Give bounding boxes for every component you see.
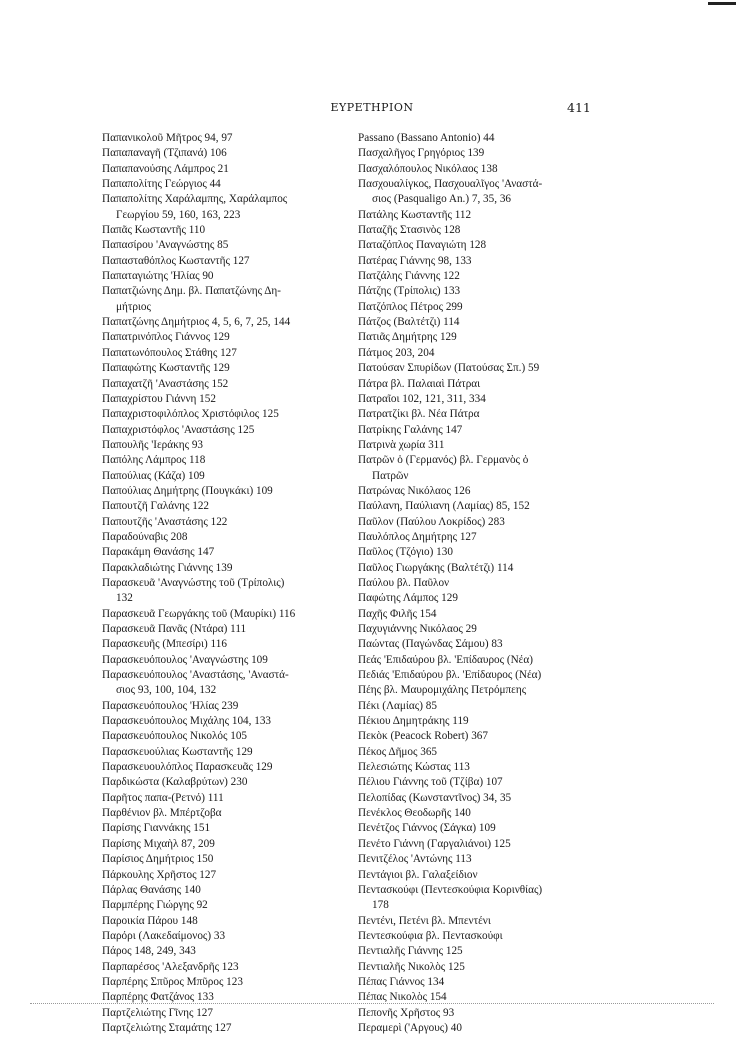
index-entry: Πάτζης (Τρίπολις) 133 <box>358 285 461 298</box>
index-entry: Παρπέρης Φατζάνος 133 <box>102 991 214 1004</box>
index-entry: Παταζῆς Στασινὸς 128 <box>358 224 461 237</box>
index-entry: Παρθένιον βλ. Μπέρτζοβα <box>102 807 222 820</box>
index-entry: Παρακλαδιώτης Γιάννης 139 <box>102 561 233 574</box>
index-entry: Παρασκευᾶ Πανᾶς (Ντάρα) 111 <box>102 623 247 635</box>
index-entry: Παπανικολοῦ Μῆτρος 94, 97 <box>102 132 233 144</box>
index-entry: Παροικία Πάρου 148 <box>102 914 198 927</box>
index-entry: Παπαχρίστου Γιάννη 152 <box>102 392 216 405</box>
index-entry: Πατρῶν ὁ (Γερμανός) βλ. Γερμανὸς ὁ <box>358 454 529 467</box>
index-entry: Πενέκλος Θεοδωρῆς 140 <box>358 807 471 820</box>
index-entry: Παπαχριστοφιλόπλος Χριστόφιλος 125 <box>102 408 279 421</box>
index-entry: Παρασκευόπουλος 'Αναστάσης, 'Αναστά- <box>102 669 289 682</box>
index-entry: Περαμερὶ ('Αργους) 40 <box>358 1021 462 1034</box>
index-entry: Παχῆς Φιλῆς 154 <box>358 607 437 620</box>
index-entry: Πενέτο Γιάννη (Γαργαλιάνοι) 125 <box>358 837 511 850</box>
index-entry: Παπατρινόπλος Γιάννος 129 <box>102 331 230 344</box>
index-entry: Πεντιαλῆς Νικολὸς 125 <box>358 960 465 973</box>
index-entry: Παρασκευόπουλος 'Ηλίας 239 <box>102 699 239 712</box>
index-entry: 132 <box>116 592 133 605</box>
index-entry: Παπᾶς Κωσταντῆς 110 <box>102 224 206 237</box>
index-entry: Παπατζώνης Δημήτριος 4, 5, 6, 7, 25, 144 <box>102 316 291 329</box>
index-entry: Πατρίκης Γαλάνης 147 <box>358 423 463 436</box>
index-entry: Παυλόπλος Δημήτρης 127 <box>358 530 477 543</box>
index-entry: Παπουλῆς 'Ιεράκης 93 <box>102 438 204 451</box>
index-entry: Παρτζελιώτης Σταμάτης 127 <box>102 1021 232 1034</box>
index-entry: Παρπέρης Σπῦρος Μπῦρος 123 <box>102 975 243 988</box>
corner-scan-mark <box>708 2 736 5</box>
index-entry: Πεντάγιοι βλ. Γαλαξείδιον <box>358 868 478 881</box>
index-entry: Παρτζελιώτης Γῖνης 127 <box>102 1006 213 1019</box>
index-entry: Παρασκευουλόπλος Παρασκευᾶς 129 <box>102 761 273 774</box>
index-entry: Πεντένι, Πετένι βλ. Μπεντένι <box>358 914 491 927</box>
index-entry: Πέης βλ. Μαυρομιχάλης Πετρόμπεης <box>358 684 527 697</box>
index-entry: Παπατζιώνης Δημ. βλ. Παπατζώνης Δη- <box>102 285 281 298</box>
index-entry: Πέπας Νικολὸς 154 <box>358 991 447 1004</box>
index-entry: Παπατωνόπουλος Στάθης 127 <box>102 346 237 359</box>
index-entry: Παῦλος (Τζόγιο) 130 <box>358 546 453 559</box>
index-entry: Πατιᾶς Δημήτρης 129 <box>358 331 457 344</box>
index-entry: Παρίσιος Δημήτριος 150 <box>102 853 214 866</box>
index-column-right <box>358 131 598 1036</box>
index-entry: Πατζάλης Γιάννης 122 <box>358 270 460 283</box>
index-entry: Παπαταγιώτης 'Ηλίας 90 <box>102 270 214 283</box>
index-entry: Παρασκευόπουλος Νικολός 105 <box>102 730 248 743</box>
index-entry: Παρασκευῆς (Μπεσίρι) 116 <box>102 638 227 651</box>
index-entry: Πάτζος (Βαλτέτζι) 114 <box>358 316 460 329</box>
index-entry: Πασχουαλίγκος, Πασχουαλῖγος 'Αναστά- <box>358 178 543 191</box>
index-entry: Πατούσαν Σπυρίδων (Πατούσας Σπ.) 59 <box>358 362 540 375</box>
index-entry: Παπουτζῆ Γαλάνης 122 <box>102 500 210 513</box>
index-entry: Πατζόπλος Πέτρος 299 <box>358 300 463 313</box>
index-entry: Πασχαλῆγος Γρηγόριος 139 <box>358 147 485 160</box>
index-entry: Παπαφώτης Κωσταντῆς 129 <box>102 362 230 375</box>
index-entry: Πάρκουλης Χρῆστος 127 <box>102 868 217 881</box>
index-entry: Παρόρι (Λακεδαίμονος) 33 <box>102 929 226 942</box>
index-entry: Παρδικώστα (Καλαβρύτων) 230 <box>102 776 248 789</box>
index-entry: Πέκι (Λαμίας) 85 <box>358 699 437 712</box>
index-entry: Παώντας (Παγώνδας Σάμου) 83 <box>358 638 503 651</box>
index-entry: Πεντεσκούφια βλ. Πεντασκούφι <box>358 929 503 942</box>
index-entry: Πεντασκούφι (Πεντεσκούφια Κορινθίας) <box>358 883 543 896</box>
index-entry: Παρασκευόπουλος Μιχάλης 104, 133 <box>102 715 272 728</box>
index-entry: σιος 93, 100, 104, 132 <box>116 684 217 697</box>
index-entry: Παύλου βλ. Παῦλον <box>358 576 450 589</box>
index-entry: Παρπαρέσος 'Αλεξανδρῆς 123 <box>102 960 239 973</box>
index-entry: Παύλανη, Παύλιανη (Λαμίας) 85, 152 <box>358 500 530 513</box>
index-entry: Παρασκευᾶ Γεωργάκης τοῦ (Μαυρίκι) 116 <box>102 607 296 620</box>
index-entry: Πέκος Δῆμος 365 <box>358 745 438 758</box>
index-entry: Παφώτης Λάμπος 129 <box>358 592 458 605</box>
index-entry: Παρασκευᾶ 'Αναγνώστης τοῦ (Τρίπολις) <box>102 576 285 589</box>
page-number: 411 <box>567 100 591 115</box>
index-entry: Πάτρα βλ. Παλαιαὶ Πάτραι <box>358 377 481 390</box>
index-entry: Παχυγιάννης Νικόλαος 29 <box>358 623 477 635</box>
index-entry: Παπαχατζῆ 'Αναστάσης 152 <box>102 377 229 390</box>
index-entry: Πατρατζίκι βλ. Νέα Πάτρα <box>358 408 480 421</box>
index-entry: Passano (Bassano Antonio) 44 <box>358 132 495 144</box>
index-entry: Παπαπαναγῆ (Τζιπανά) 106 <box>102 147 227 160</box>
index-entry: Παρασκευούλιας Κωσταντῆς 129 <box>102 745 253 758</box>
index-entry: Πενιτζέλος 'Αντώνης 113 <box>358 853 472 866</box>
index-entry: Παπαχριστόφλος 'Αναστάσης 125 <box>102 423 255 436</box>
index-entry: Παπαπολίτης Γεώργιος 44 <box>102 178 221 191</box>
index-entry: Πατέρας Γιάννης 98, 133 <box>358 254 472 267</box>
index-entry: Πέκιου Δημητράκης 119 <box>358 715 469 728</box>
index-entry: Παρῆτος παπα-(Ρετνό) 111 <box>102 791 224 804</box>
index-entry: Πέπας Γιάννος 134 <box>358 975 445 988</box>
index-entry: Πελεσιώτης Κώστας 113 <box>358 761 470 774</box>
index-entry: μήτριος <box>116 300 151 313</box>
index-entry: Πεκὸκ (Peacock Robert) 367 <box>358 730 488 743</box>
index-entry: Παρμπέρης Γιώργης 92 <box>102 899 208 912</box>
index-column-left <box>102 131 342 1036</box>
index-entry: Πεδιάς 'Επιδαύρου βλ. 'Επίδαυρος (Νέα) <box>358 669 542 682</box>
index-entry: Παπαπολίτης Χαράλαμπης, Χαράλαμπος <box>102 193 288 206</box>
index-entry: Πατάλης Κωσταντῆς 112 <box>358 208 472 221</box>
index-entry: Παπασίρου 'Αναγνώστης 85 <box>102 239 229 252</box>
index-entry: Παῦλος Γιωργάκης (Βαλτέτζι) 114 <box>358 561 514 574</box>
index-entry: Παραδούναβις 208 <box>102 530 188 543</box>
index-entry: Παπούλιας (Κάζα) 109 <box>102 469 205 482</box>
index-entry: Πάτμος 203, 204 <box>358 346 435 359</box>
index-entry: Παῦλον (Παύλου Λοκρίδος) 283 <box>358 515 505 528</box>
index-entry: Πεάς 'Επιδαύρου βλ. 'Επίδαυρος (Νέα) <box>358 653 533 666</box>
index-entry: Πάρος 148, 249, 343 <box>102 945 196 958</box>
index-entry: Παρακάμη Θανάσης 147 <box>102 546 215 559</box>
index-entry: Γεωργίου 59, 160, 163, 223 <box>116 208 241 221</box>
index-entry: Παρίσης Μιχαὴλ 87, 209 <box>102 837 215 850</box>
index-entry: Πέλιου Γιάννης τοῦ (Τζίβα) 107 <box>358 776 503 789</box>
page-title: ΕΥΡΕΤΗΡΙΟΝ <box>330 101 414 114</box>
index-entry: Παπόλης Λάμπρος 118 <box>102 454 206 467</box>
index-entry: Παπουτζῆς 'Αναστάσης 122 <box>102 515 228 528</box>
index-entry: 178 <box>372 899 389 912</box>
index-entry: Παρίσης Γιαννάκης 151 <box>102 822 211 835</box>
index-entry: Πατρώνας Νικόλαος 126 <box>358 484 471 497</box>
index-entry: Παπούλιας Δημήτρης (Πουγκάκι) 109 <box>102 484 273 497</box>
bottom-scan-dots <box>30 1003 714 1004</box>
index-entry: Παπαπανούσης Λάμπρος 21 <box>102 162 229 175</box>
index-entry: Πατραῖοι 102, 121, 311, 334 <box>358 392 486 405</box>
index-entry: Παπασταθόπλος Κωσταντῆς 127 <box>102 254 250 267</box>
index-entry: Πατρῶν <box>372 469 409 482</box>
index-entry: Πάρλας Θανάσης 140 <box>102 883 201 896</box>
index-entry: Πεπονῆς Χρῆστος 93 <box>358 1006 455 1019</box>
index-entry: Πεντιαλῆς Γιάννης 125 <box>358 945 463 958</box>
index-entry: Παρασκευόπουλος 'Αναγνώστης 109 <box>102 653 268 666</box>
index-entry: Πενέτζος Γιάννος (Σάγκα) 109 <box>358 822 496 835</box>
index-entry: Πατρινὰ χωρία 311 <box>358 438 445 451</box>
index-entry: Πελοπίδας (Κωνσταντῖνος) 34, 35 <box>358 791 512 804</box>
index-entry: Παταζόπλος Παναγιώτη 128 <box>358 239 487 252</box>
index-entry: σιος (Pasqualigo An.) 7, 35, 36 <box>372 193 512 206</box>
index-entry: Πασχαλόπουλος Νικόλαος 138 <box>358 162 498 175</box>
